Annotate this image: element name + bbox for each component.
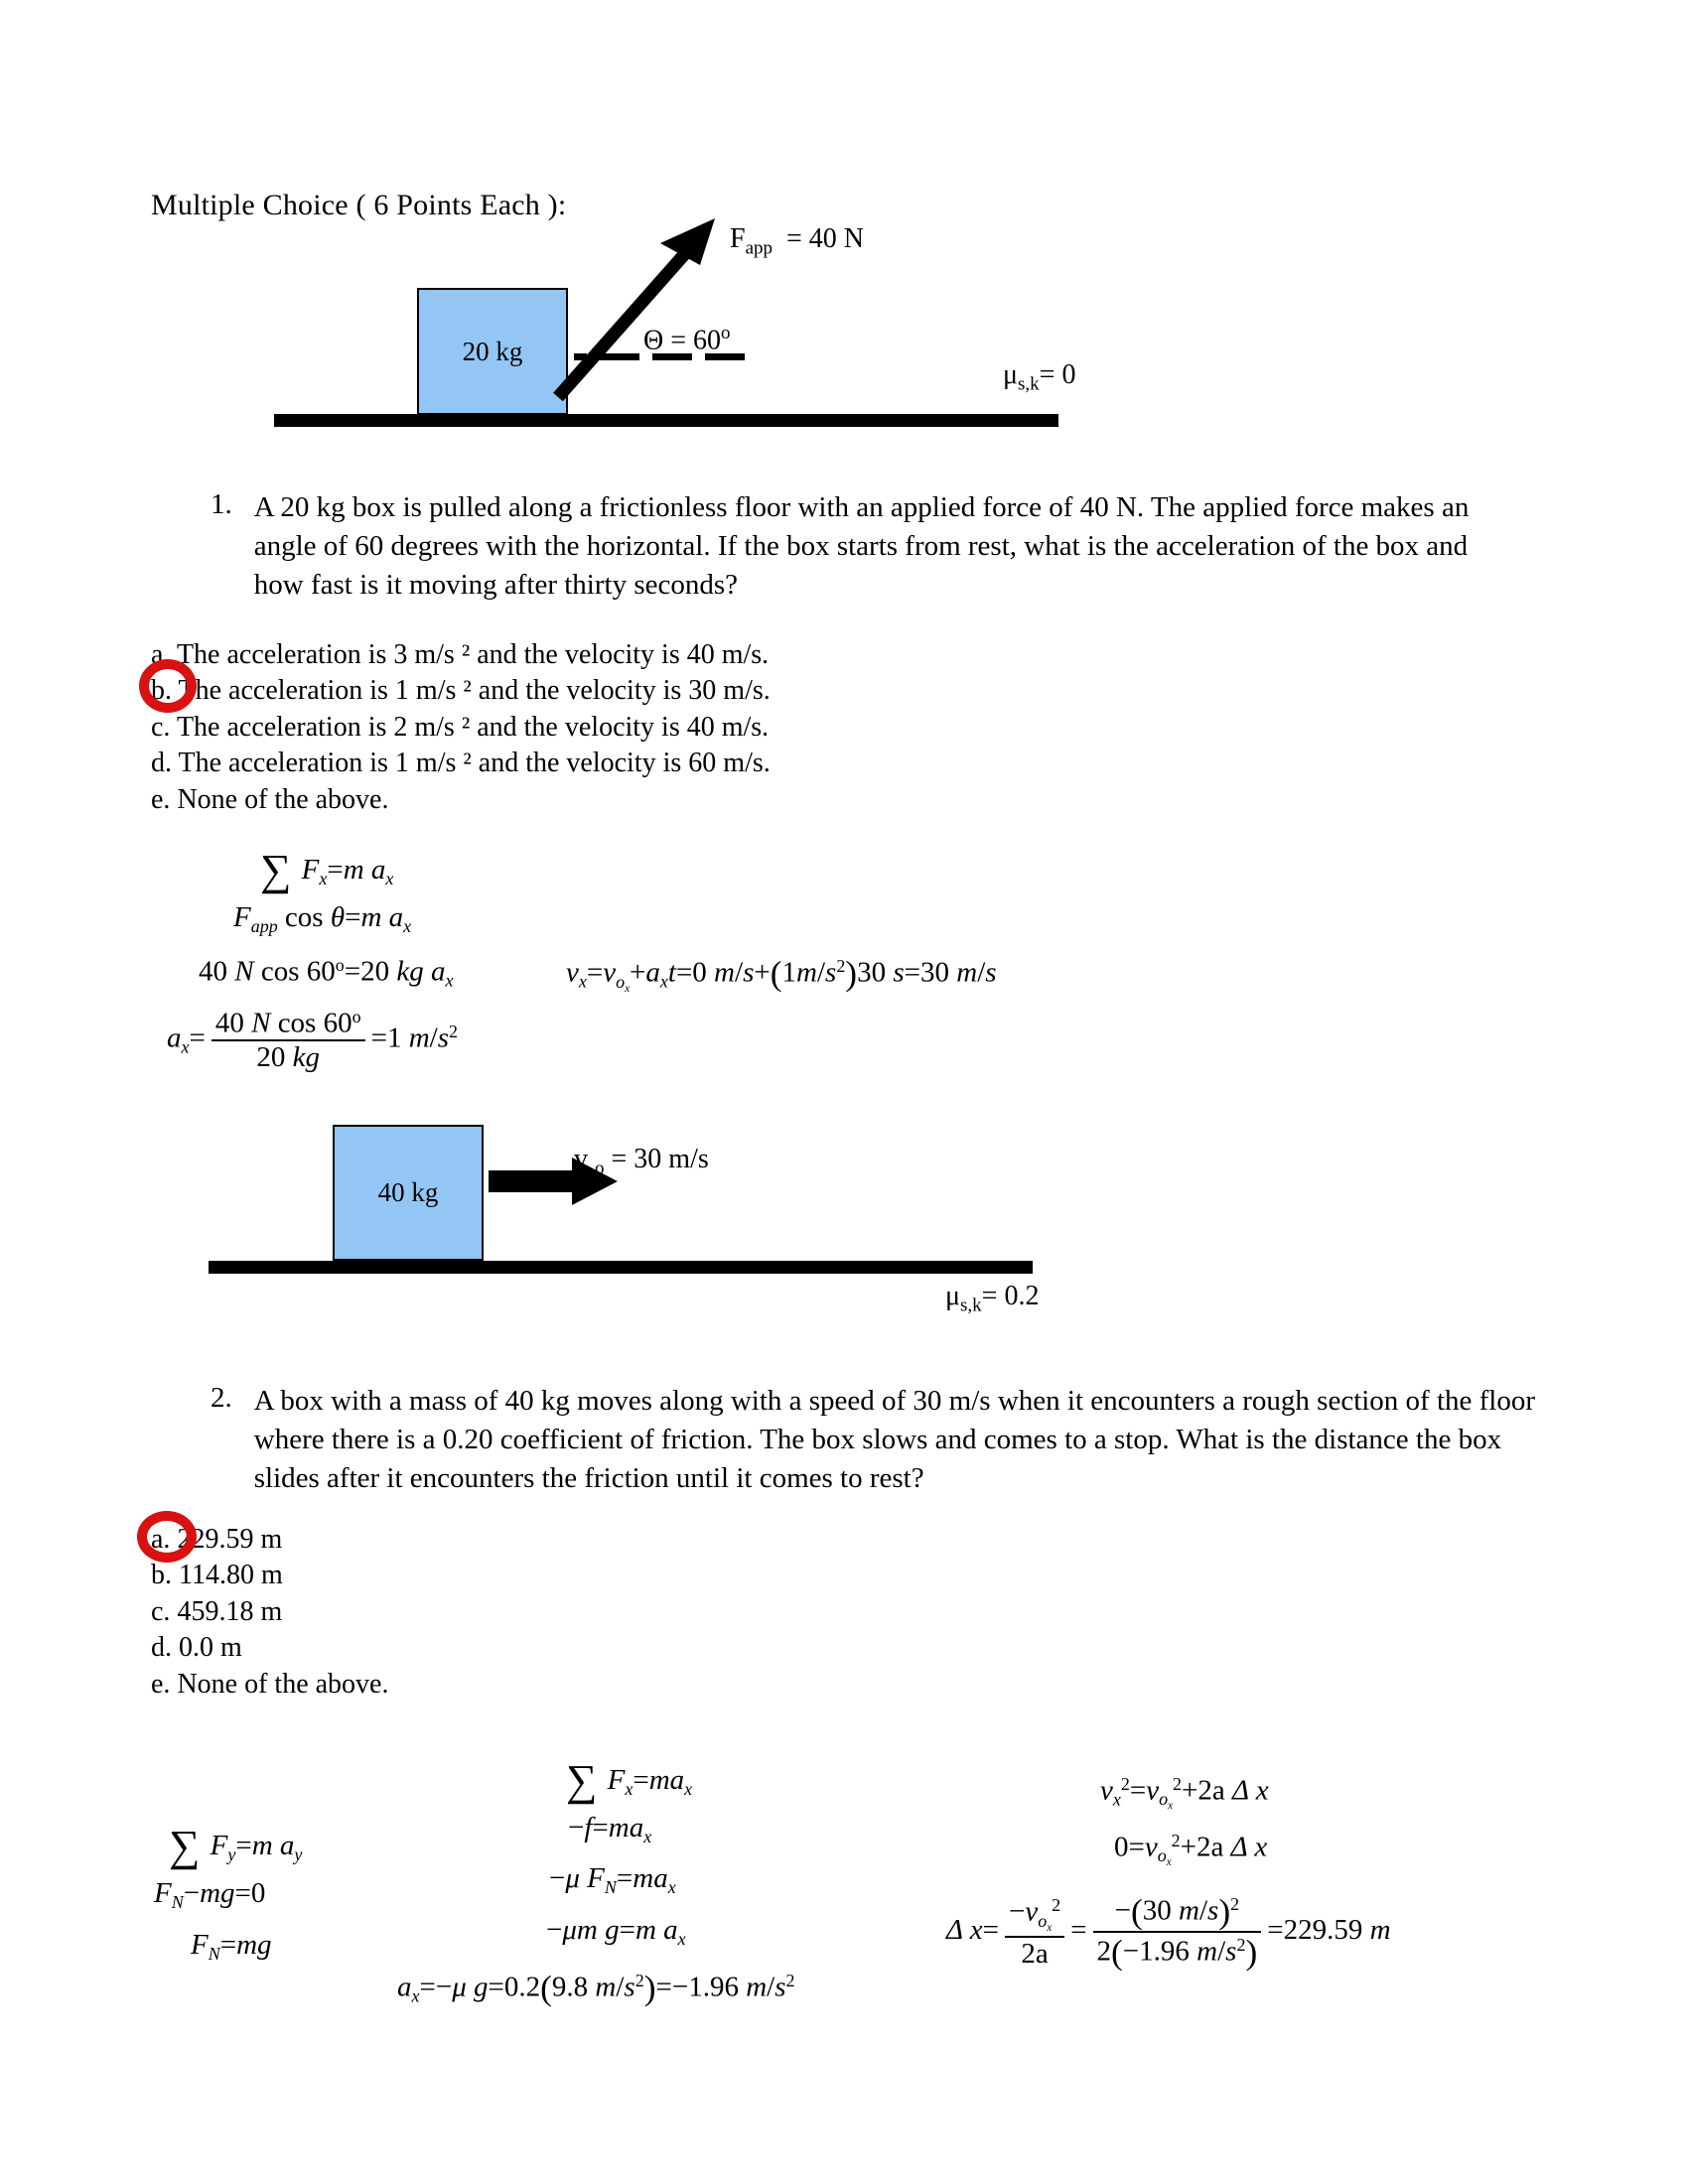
applied-force-arrow-icon <box>544 210 733 409</box>
question-2-text: A box with a mass of 40 kg moves along with a speed of 30 m/s when it encounters a rough section of the floor where there is a 0.20 coefficient of friction. The box slows and comes to a stop. What is the distance the box slides after it encounters the friction until it comes to rest? <box>253 1385 1536 1494</box>
question-1-number: 1. <box>211 488 232 520</box>
choice-1-b-letter: b. <box>151 675 172 707</box>
choice-1-e-text: None of the above. <box>177 783 389 815</box>
ground-line-1 <box>274 414 1058 427</box>
choice-1-b[interactable] <box>151 673 771 709</box>
angle-symbol: Θ <box>643 325 664 356</box>
friction-symbol-1: μ <box>1003 359 1019 390</box>
angle-label <box>643 323 731 356</box>
friction-value-1: = 0 <box>1039 359 1076 390</box>
choice-2-c-letter: c. <box>151 1595 171 1627</box>
applied-force-label <box>730 223 864 260</box>
solution-2-col1-line-3: $F_N=mg$ <box>191 1929 272 1965</box>
solution-2-col2-line-2: $-f=ma_x$ <box>568 1812 652 1847</box>
initial-velocity-symbol: v <box>574 1144 588 1174</box>
question-2-number: 2. <box>211 1382 232 1414</box>
friction-subscript-1: s,k <box>1018 373 1040 395</box>
choice-2-e-text: None of the above. <box>177 1668 389 1700</box>
choice-2-c[interactable] <box>151 1594 388 1630</box>
choice-1-a[interactable] <box>151 637 771 673</box>
choice-2-b-text: 114.80 m <box>179 1560 283 1591</box>
page-title: Multiple Choice ( 6 Points Each ): <box>151 189 567 221</box>
friction-coefficient-label-2 <box>945 1281 1039 1317</box>
solution-2-col2-line-4: −μm g=m $a_x$ <box>546 1914 686 1950</box>
solution-1-velocity-line: $v_x=v_{o_x}+a_xt=0$ $m/s+(1m/s^2)30$ s=30 m/s <box>566 953 997 995</box>
choice-1-c[interactable] <box>151 710 771 746</box>
solution-1-line-3: 40 N $\cos 60^o=20$ kg $a_x$ <box>199 955 454 991</box>
applied-force-symbol: F <box>730 223 746 254</box>
solution-2-col3-line-2: $0=v_{o_x}^2+2a$ Δ x <box>1114 1831 1268 1869</box>
question-1-text: A 20 kg box is pulled along a frictionless floor with an applied force of 40 N. The applied force makes an angle of 60 degrees with the horizontal. If the box starts from rest, what is the acceleration of the box and how fast is it moving after thirty seconds? <box>253 491 1470 601</box>
choice-2-d-letter: d. <box>151 1632 172 1664</box>
friction-value-2: = 0.2 <box>981 1281 1040 1311</box>
choice-2-d-text: 0.0 m <box>179 1632 242 1664</box>
initial-velocity-subscript: o <box>595 1158 605 1179</box>
choice-1-a-text: The acceleration is 3 m/s ² and the velocity is 40 m/s. <box>176 639 770 670</box>
choice-1-d[interactable] <box>151 746 771 781</box>
solution-2-col3-line-1: $v_x^2=v_{o_x}^2+2a$ Δ x <box>1100 1774 1269 1813</box>
solution-1-line-1: ∑ $F_x=m$ $a_x$ <box>260 846 394 894</box>
friction-symbol-2: μ <box>945 1281 961 1311</box>
applied-force-value: = 40 N <box>786 223 865 254</box>
choice-1-c-letter: c. <box>151 711 171 743</box>
friction-subscript-2: s,k <box>960 1295 982 1316</box>
question-2-block <box>211 1382 1581 1498</box>
choice-1-c-text: The acceleration is 2 m/s ² and the velocity is 40 m/s. <box>176 711 770 743</box>
choice-1-d-text: The acceleration is 1 m/s ² and the velocity is 60 m/s. <box>178 748 771 779</box>
choice-2-d[interactable] <box>151 1630 388 1666</box>
choice-2-a-text: 229.59 m <box>177 1524 283 1555</box>
friction-coefficient-label-1 <box>1003 359 1075 396</box>
mass-box-20kg-label: 20 kg <box>462 336 523 366</box>
initial-velocity-value: = 30 m/s <box>611 1144 709 1174</box>
solution-1-line-2: $F_{app}$ cos θ=m $a_x$ <box>233 901 412 937</box>
applied-force-subscript: app <box>745 237 774 259</box>
question-1-choices <box>151 637 771 818</box>
question-1-block <box>211 488 1551 605</box>
solution-2-col1-line-1: ∑ $F_y=m$ $a_y$ <box>169 1822 303 1870</box>
choice-1-d-letter: d. <box>151 748 172 779</box>
choice-1-b-text: The acceleration is 1 m/s ² and the velocity is 30 m/s. <box>178 675 771 707</box>
choice-2-e[interactable] <box>151 1667 388 1703</box>
angle-value: = 60 <box>670 325 722 356</box>
solution-2-col3-line-3: Δ x= $\frac{-v_{o_x}^2}{2a}$ = $\frac{-(30 m/s)^2}{2(-1.96 m/s^2)}$ =229.59 m <box>946 1891 1391 1973</box>
initial-velocity-label <box>574 1144 709 1180</box>
choice-2-e-letter: e. <box>151 1668 171 1700</box>
solution-1-line-4: $a_x=$ $\frac{40 N \cos 60^o}{20 kg}$ =1 $m/s^2$ <box>167 1007 458 1074</box>
mass-box-40kg <box>333 1125 484 1261</box>
solution-2-col2-line-3: −μ $F_N=ma_x$ <box>549 1862 676 1898</box>
choice-2-b-letter: b. <box>151 1560 172 1591</box>
answer-circle-marker-q1 <box>139 659 197 713</box>
solution-2-col2-line-5: $a_x=-\mu$ g=0.2(9.8 $m/s^2)=-1.96$ $m/s^2$ <box>397 1968 795 2007</box>
angle-degree-symbol: o <box>721 323 731 343</box>
choice-1-e[interactable] <box>151 782 771 818</box>
choice-2-a-letter: a. <box>151 1524 171 1555</box>
solution-2-col2-line-1: ∑ $F_x=ma_x$ <box>566 1756 693 1805</box>
ground-line-2 <box>209 1261 1033 1274</box>
solution-2-col1-line-2: $F_N-mg=0$ <box>154 1877 266 1913</box>
choice-1-e-letter: e. <box>151 783 171 815</box>
mass-box-40kg-label: 40 kg <box>377 1177 439 1207</box>
choice-2-c-text: 459.18 m <box>177 1595 283 1627</box>
answer-circle-marker-q2 <box>137 1511 197 1563</box>
choice-2-b[interactable] <box>151 1558 388 1593</box>
choice-1-a-letter: a. <box>151 639 171 670</box>
